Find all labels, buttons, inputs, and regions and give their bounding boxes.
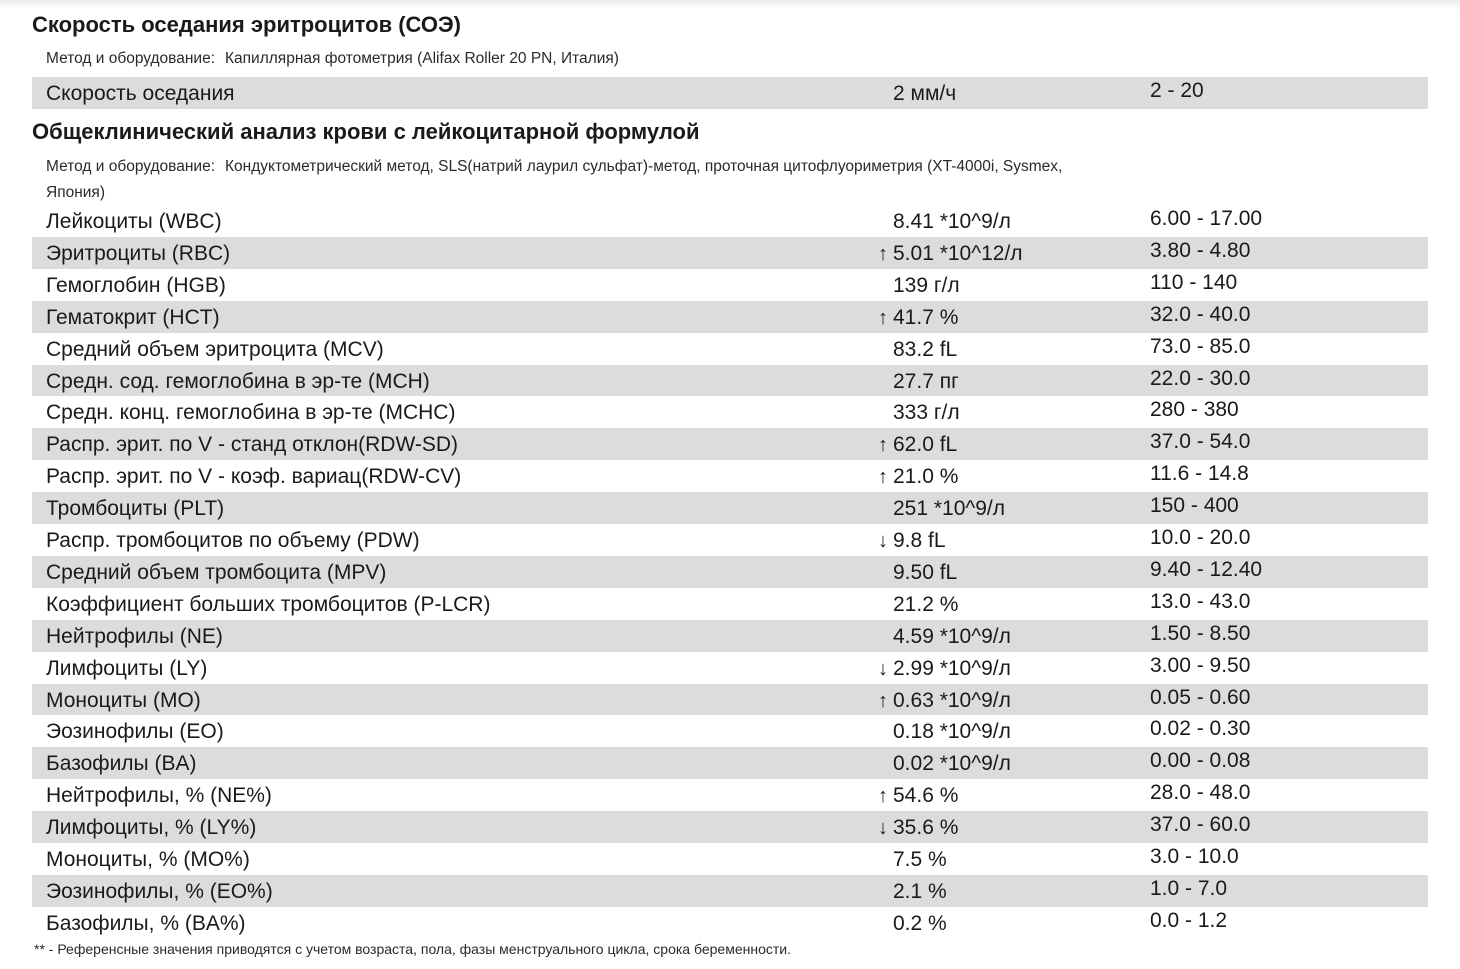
result-value: 0.02 *10^9/л (893, 752, 1011, 776)
flag-indicator (874, 556, 892, 588)
top-divider (0, 0, 1460, 9)
table-row (32, 396, 1428, 428)
reference-range: 6.00 - 17.00 (1150, 207, 1263, 230)
table-row (32, 205, 1428, 237)
test-name: Лимфоциты, % (LY%) (46, 816, 257, 840)
reference-range: 150 - 400 (1150, 494, 1239, 518)
test-name: Эритроциты (RBC) (46, 241, 231, 265)
test-name: Коэффициент больших тромбоцитов (P-LCR) (46, 592, 491, 616)
reference-range: 10.0 - 20.0 (1150, 526, 1251, 549)
flag-indicator (874, 333, 892, 365)
reference-range: 280 - 380 (1150, 398, 1239, 422)
reference-range: 0.05 - 0.60 (1150, 685, 1251, 709)
reference-range: 37.0 - 54.0 (1150, 430, 1251, 454)
reference-range: 0.0 - 1.2 (1150, 908, 1228, 932)
esr-method (46, 46, 619, 72)
result-value: 54.6 % (893, 784, 959, 808)
reference-range: 28.0 - 48.0 (1150, 781, 1251, 805)
flag-indicator (874, 747, 892, 779)
test-name: Базофилы (BA) (46, 752, 197, 776)
result-value: 139 г/л (893, 273, 960, 297)
flag-indicator: ↑ (878, 434, 888, 457)
result-value: 333 г/л (893, 401, 960, 425)
test-name: Средний объем тромбоцита (MPV) (46, 560, 387, 584)
result-value: 62.0 fL (893, 433, 958, 457)
table-row (32, 875, 1428, 907)
table-row (32, 620, 1428, 652)
test-name: Лейкоциты (WBC) (46, 210, 222, 233)
reference-range: 3.80 - 4.80 (1150, 238, 1251, 262)
flag-indicator: ↑ (878, 689, 888, 712)
reference-range: 22.0 - 30.0 (1150, 366, 1251, 390)
table-row (32, 811, 1428, 843)
result-value: 9.50 fL (893, 560, 958, 584)
test-name: Базофилы, % (BA%) (46, 911, 246, 935)
table-row (32, 333, 1428, 365)
test-name: Распр. эрит. по V - коэф. вариац(RDW-CV) (46, 465, 462, 489)
flag-indicator: ↓ (878, 657, 888, 680)
result-value: 41.7 % (893, 305, 959, 329)
table-row (32, 428, 1428, 460)
flag-indicator: ↑ (878, 466, 888, 489)
reference-range: 110 - 140 (1150, 270, 1238, 294)
result-value: 0.2 % (893, 911, 947, 935)
cbc-method-label: Метод и оборудование: (46, 158, 216, 175)
table-row (32, 843, 1428, 875)
esr-method-value: Капиллярная фотометрия (Alifax Roller 20 PN, Италия) (225, 50, 619, 67)
test-name: Средн. конц. гемоглобина в эр-те (MCHC) (46, 401, 456, 425)
reference-range: 32.0 - 40.0 (1150, 302, 1251, 326)
result-value: 27.7 пг (893, 369, 959, 393)
result-value: 251 *10^9/л (893, 497, 1006, 521)
flag-indicator: ↑ (878, 785, 888, 808)
reference-range: 11.6 - 14.8 (1150, 462, 1249, 486)
test-name: Тромбоциты (PLT) (46, 497, 225, 521)
footnote: ** - Референсные значения приводятся с учетом возраста, пола, фазы менструального цикла, срока беременности. (34, 941, 791, 957)
table-row (32, 492, 1428, 524)
reference-range: 0.02 - 0.30 (1150, 717, 1251, 741)
test-name: Скорость оседания (46, 82, 235, 105)
cbc-section-title: Общеклинический анализ крови с лейкоцитарной формулой (32, 119, 700, 144)
test-name: Нейтрофилы (NE) (46, 624, 223, 648)
cbc-method-value: Кондуктометрический метод, SLS(натрий лаурил сульфат)-метод, проточная цитофлуориметрия (XT-4000i, Sysmex, (225, 158, 1063, 175)
table-row (32, 556, 1428, 588)
reference-range: 1.50 - 8.50 (1150, 621, 1251, 645)
table-row (32, 269, 1428, 301)
test-name: Распр. тромбоцитов по объему (PDW) (46, 529, 420, 552)
table-row (32, 779, 1428, 811)
result-value: 0.63 *10^9/л (893, 688, 1011, 712)
table-row (32, 77, 1428, 109)
test-name: Лимфоциты (LY) (46, 656, 208, 680)
cbc-method (46, 154, 1062, 206)
table-row (32, 684, 1428, 716)
flag-indicator (874, 715, 892, 747)
result-value: 2.1 % (893, 879, 947, 903)
table-row (32, 524, 1428, 556)
flag-indicator (874, 269, 892, 301)
flag-indicator (874, 77, 892, 109)
result-value: 9.8 fL (893, 529, 946, 552)
table-row (32, 747, 1428, 779)
flag-indicator (874, 205, 892, 237)
test-name: Эозинофилы (EO) (46, 720, 224, 744)
result-value: 0.18 *10^9/л (893, 720, 1011, 744)
table-row (32, 907, 1428, 939)
test-name: Нейтрофилы, % (NE%) (46, 784, 272, 808)
result-value: 83.2 fL (893, 337, 958, 361)
flag-indicator: ↑ (878, 242, 888, 265)
result-value: 21.0 % (893, 465, 959, 489)
table-row (32, 715, 1428, 747)
reference-range: 13.0 - 43.0 (1150, 589, 1251, 613)
reference-range: 1.0 - 7.0 (1150, 876, 1228, 900)
cbc-method-value-cont: Япония) (46, 184, 105, 201)
esr-section-title: Скорость оседания эритроцитов (СОЭ) (32, 12, 461, 37)
result-value: 2.99 *10^9/л (893, 656, 1011, 680)
test-name: Распр. эрит. по V - станд отклон(RDW-SD) (46, 433, 459, 457)
flag-indicator: ↓ (878, 530, 888, 552)
reference-range: 3.0 - 10.0 (1150, 845, 1239, 868)
test-name: Моноциты, % (MO%) (46, 848, 250, 871)
table-row (32, 652, 1428, 684)
test-name: Средний объем эритроцита (MCV) (46, 337, 384, 361)
reference-range: 37.0 - 60.0 (1150, 813, 1251, 837)
flag-indicator: ↑ (878, 306, 888, 329)
test-name: Средн. сод. гемоглобина в эр-те (MCH) (46, 369, 430, 393)
result-value: 4.59 *10^9/л (893, 624, 1011, 648)
table-row (32, 588, 1428, 620)
table-row (32, 301, 1428, 333)
table-row (32, 460, 1428, 492)
flag-indicator (874, 396, 892, 428)
flag-indicator (874, 492, 892, 524)
flag-indicator (874, 875, 892, 907)
result-value: 5.01 *10^12/л (893, 241, 1023, 265)
flag-indicator: ↓ (878, 817, 888, 840)
reference-range: 73.0 - 85.0 (1150, 334, 1251, 358)
result-value: 2 мм/ч (893, 82, 957, 105)
flag-indicator (874, 907, 892, 939)
flag-indicator (874, 843, 892, 875)
reference-range: 3.00 - 9.50 (1150, 653, 1251, 677)
table-row (32, 365, 1428, 397)
result-value: 7.5 % (893, 848, 947, 871)
reference-range: 0.00 - 0.08 (1150, 749, 1251, 773)
reference-range: 2 - 20 (1150, 79, 1204, 102)
test-name: Моноциты (MO) (46, 688, 201, 712)
flag-indicator (874, 620, 892, 652)
table-row (32, 237, 1428, 269)
flag-indicator (874, 365, 892, 397)
result-value: 8.41 *10^9/л (893, 210, 1011, 233)
test-name: Гематокрит (HCT) (46, 305, 220, 329)
result-value: 35.6 % (893, 816, 959, 840)
test-name: Эозинофилы, % (EO%) (46, 879, 273, 903)
flag-indicator (874, 588, 892, 620)
reference-range: 9.40 - 12.40 (1150, 557, 1263, 581)
result-value: 21.2 % (893, 592, 959, 616)
test-name: Гемоглобин (HGB) (46, 273, 226, 297)
esr-method-label: Метод и оборудование: (46, 50, 216, 67)
